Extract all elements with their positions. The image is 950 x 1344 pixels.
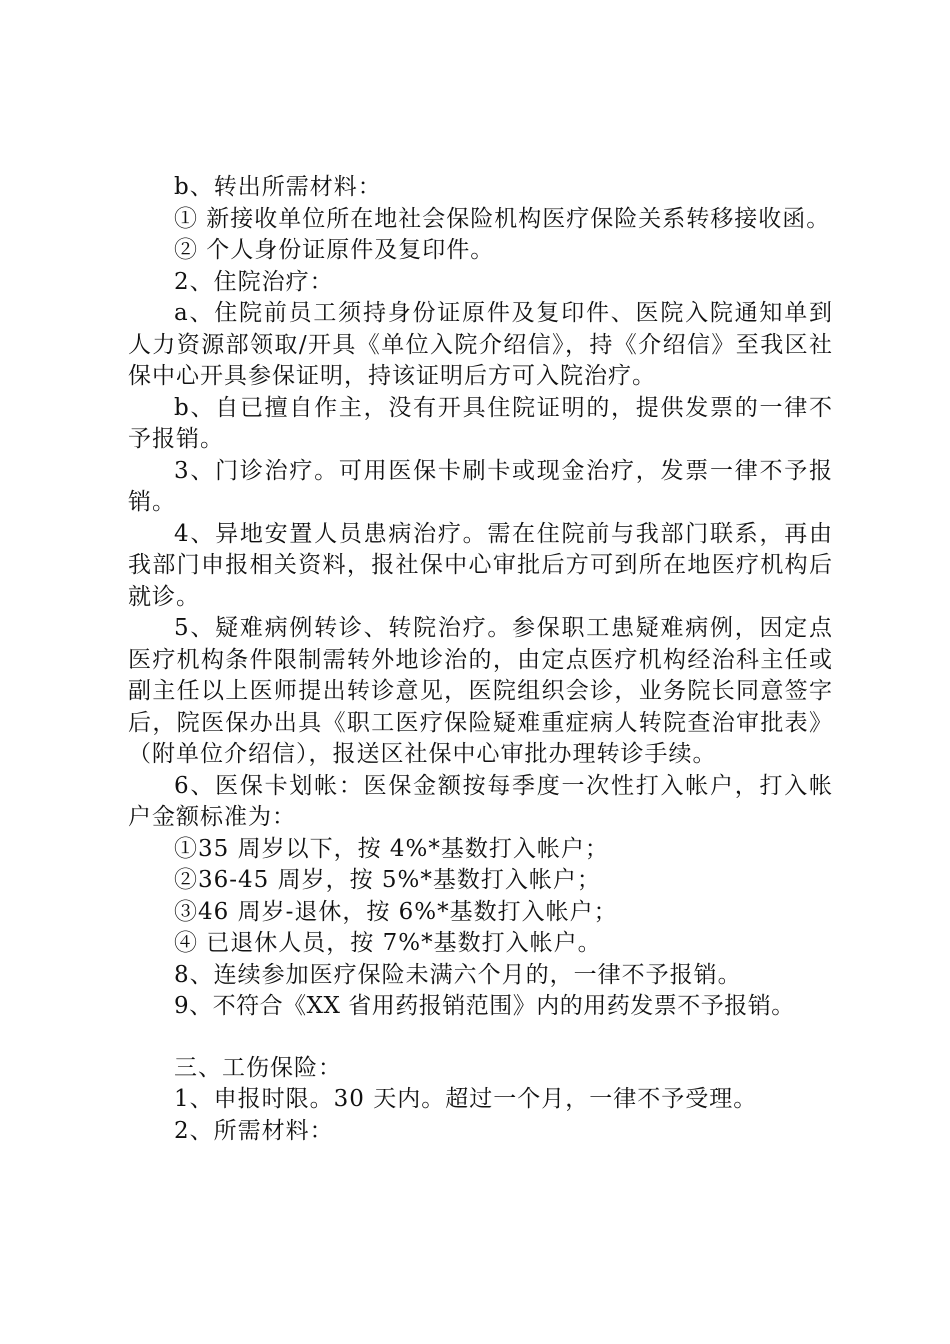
paragraph-hospitalization-b: b、自已擅自作主，没有开具住院证明的，提供发票的一律不予报销。	[128, 394, 833, 452]
paragraph-receiving-letter: ① 新接收单位所在地社会保险机构医疗保险关系转移接收函。	[174, 205, 831, 232]
paragraph-card-account: 6、医保卡划帐：医保金额按每季度一次性打入帐户，打入帐户金额标准为：	[128, 772, 833, 830]
paragraph-relocated-staff: 4、异地安置人员患病治疗。需在住院前与我部门联系，再由我部门申报相关资料，报社保中心审批后方可到所在地医疗机构后就诊。	[128, 520, 833, 610]
paragraph-hospitalization-a: a、住院前员工须持身份证原件及复印件、医院入院通知单到人力资源部领取/开具《单位入院介绍信》，持《介绍信》至我区社保中心开具参保证明，持该证明后方可入院治疗。	[128, 300, 833, 389]
paragraph-transfer-out-materials: b、转出所需材料：	[174, 174, 382, 200]
section-gap	[128, 1023, 833, 1053]
paragraph-injury-insurance-heading: 三、工伤保险：	[174, 1054, 342, 1081]
paragraph-rate-36-45: ②36-45 周岁，按 5%*基数打入帐户；	[174, 867, 601, 893]
paragraph-six-months-rule: 8、连续参加医疗保险未满六个月的，一律不予报销。	[174, 961, 742, 988]
paragraph-injury-deadline: 1、申报时限。30 天内。超过一个月，一律不予受理。	[174, 1086, 758, 1112]
document-body	[128, 172, 833, 1147]
paragraph-outpatient: 3、门诊治疗。可用医保卡刷卡或现金治疗，发票一律不予报销。	[128, 457, 833, 515]
paragraph-drug-scope-rule: 9、不符合《XX 省用药报销范围》内的用药发票不予报销。	[174, 993, 795, 1019]
paragraph-rate-46-retire: ③46 周岁-退休，按 6%*基数打入帐户；	[174, 898, 618, 925]
paragraph-injury-materials: 2、所需材料：	[174, 1117, 334, 1144]
paragraph-rate-under-35: ①35 周岁以下，按 4%*基数打入帐户；	[174, 835, 609, 862]
paragraph-rate-retired: ④ 已退休人员，按 7%*基数打入帐户。	[174, 930, 602, 956]
paragraph-referral: 5、疑难病例转诊、转院治疗。参保职工患疑难病例，因定点医疗机构条件限制需转外地诊治的，由定点医疗机构经治科主任或副主任以上医师提出转诊意见，医院组织会诊，业务院长同意签字后，院医保办出具《职工医疗保险疑难重症病人转院查治审批表》（附单位介绍信），报送区社保中心审批办理转诊手续。	[128, 615, 833, 767]
paragraph-hospitalization-heading: 2、住院治疗：	[174, 268, 334, 295]
paragraph-id-card: ② 个人身份证原件及复印件。	[174, 237, 495, 263]
